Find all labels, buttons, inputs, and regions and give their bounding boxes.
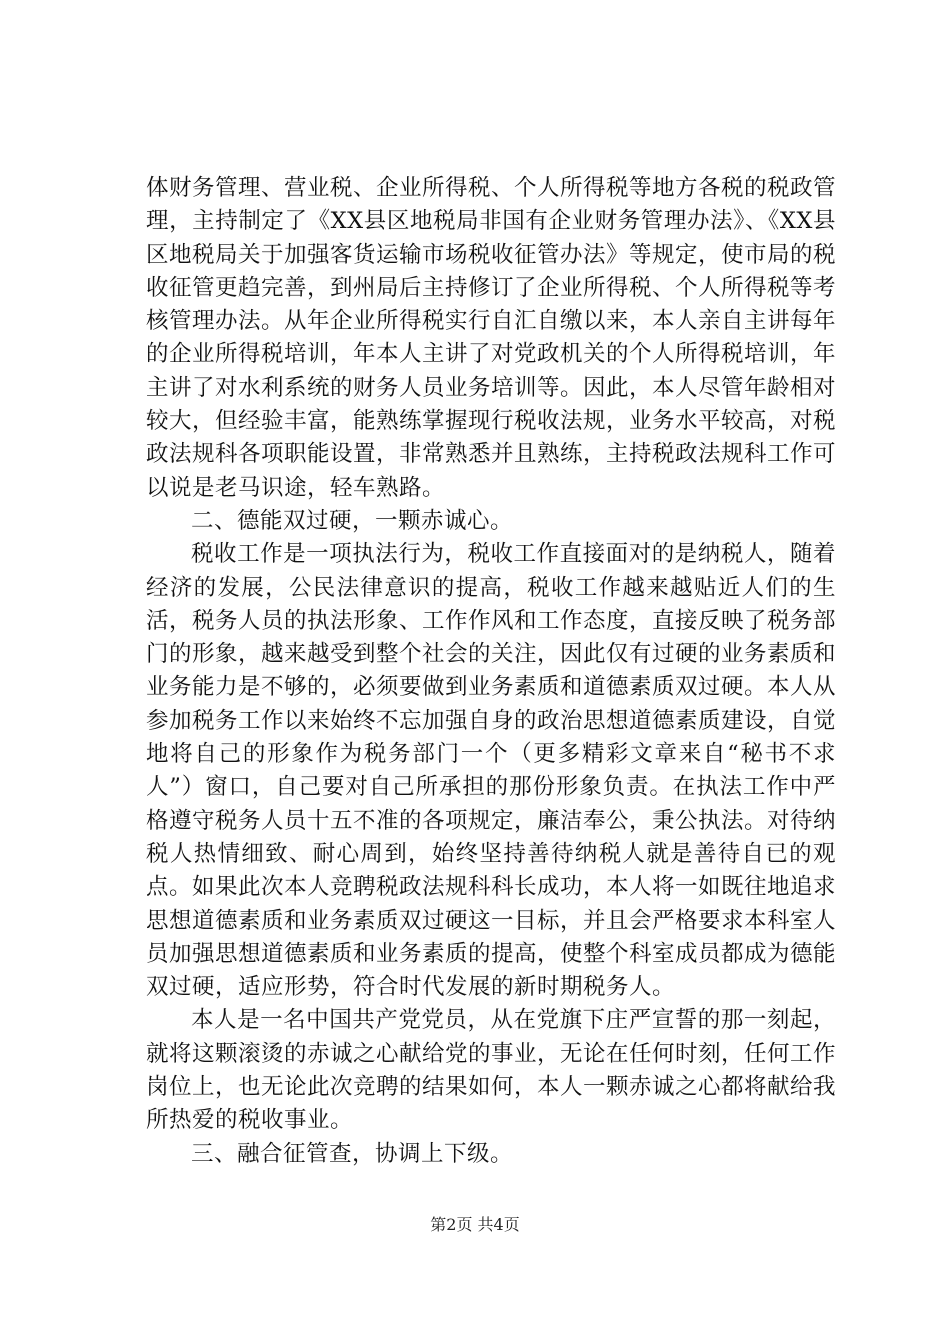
document-body xyxy=(146,172,836,1171)
page-footer: 第2页 共4页 xyxy=(430,1215,520,1234)
paragraph-4: 本人是一名中国共产党党员，从在党旗下庄严宣誓的那一刻起，就将这颗滚烫的赤诚之心献给党的事业，无论在任何时刻，任何工作岗位上，也无论此次竞聘的结果如何，本人一颗赤诚之心都将献给我所热爱的税收事业。 xyxy=(146,1007,837,1134)
paragraph-3: 税收工作是一项执法行为，税收工作直接面对的是纳税人，随着经济的发展，公民法律意识的提高，税收工作越来越贴近人们的生活，税务人员的执法形象、工作作风和工作态度，直接反映了税务部门的形象，越来越受到整个社会的关注，因此仅有过硬的业务素质和业务能力是不够的，必须要做到业务素质和道德素质双过硬。本人从参加税务工作以来始终不忘加强自身的政治思想道德素质建设，自觉地将自己的形象作为税务部门一个（更多精彩文章来自“秘书不求人”）窗口，自己要对自己所承担的那份形象负责。在执法工作中严格遵守税务人员十五不准的各项规定，廉洁奉公，秉公执法。对待纳税人热情细致、耐心周到，始终坚持善待纳税人就是善待自已的观点。如果此次本人竞聘税政法规科科长成功，本人将一如既往地追求思想道德素质和业务素质双过硬这一目标，并且会严格要求本科室人员加强思想道德素质和业务素质的提高，使整个科室成员都成为德能双过硬，适应形势，符合时代发展的新时期税务人。 xyxy=(146,541,837,1001)
paragraph-1: 体财务管理、营业税、企业所得税、个人所得税等地方各税的税政管理，主持制定了《XX县区地税局非国有企业财务管理办法》、《XX县区地税局关于加强客货运输市场税收征管办法》等规定，使市局的税收征管更趋完善，到州局后主持修订了企业所得税、个人所得税等考核管理办法。从年企业所得税实行自汇自缴以来，本人亲自主讲每年的企业所得税培训，年本人主讲了对党政机关的个人所得税培训，年主讲了对水利系统的财务人员业务培训等。因此，本人尽管年龄相对较大，但经验丰富，能熟练掌握现行税收法规，业务水平较高，对税政法规科各项职能设置，非常熟悉并且熟练，主持税政法规科工作可以说是老马识途，轻车熟路。 xyxy=(146,175,837,501)
section-heading-2: 二、德能双过硬，一颗赤诚心。 xyxy=(191,507,514,534)
section-heading-3: 三、融合征管查，协调上下级。 xyxy=(191,1140,514,1167)
